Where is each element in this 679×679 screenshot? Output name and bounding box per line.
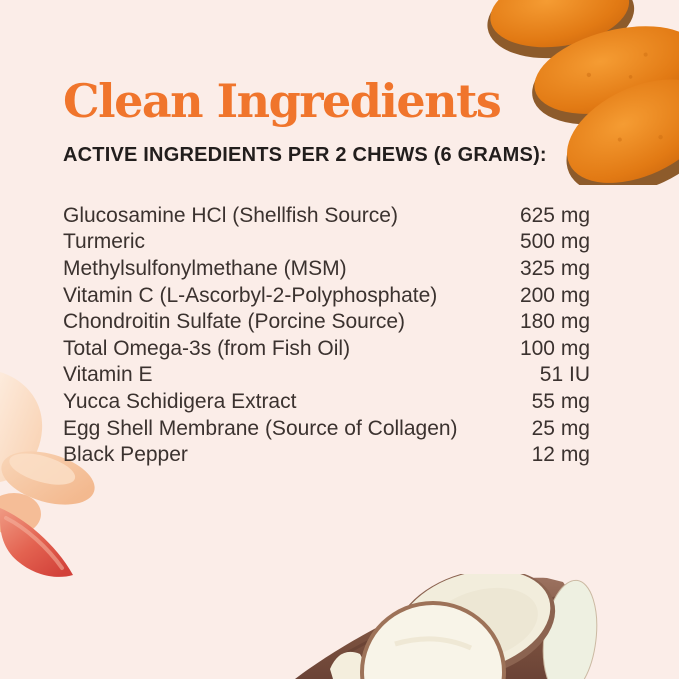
ingredient-amount: 325 mg [519, 257, 590, 280]
ingredient-amount: 25 mg [531, 416, 590, 440]
ingredient-amount: 200 mg [519, 283, 590, 307]
ingredient-row [63, 282, 590, 309]
ingredient-row [63, 309, 590, 336]
ingredient-amount: 625 mg [519, 203, 590, 227]
ingredient-row [63, 442, 590, 469]
ingredient-name: Vitamin E [63, 363, 153, 387]
ingredient-row [63, 229, 590, 256]
ingredient-name: Methylsulfonylmethane (MSM) [63, 257, 347, 280]
ingredient-name: Glucosamine HCl (Shellfish Source) [63, 203, 398, 227]
ingredient-name: Egg Shell Membrane (Source of Collagen) [63, 416, 458, 440]
ingredient-name: Black Pepper [63, 443, 188, 467]
ingredient-row [63, 335, 590, 362]
ingredient-amount: 12 mg [531, 443, 590, 467]
page-title: Clean Ingredients [63, 74, 501, 128]
ingredient-row [63, 256, 590, 283]
ingredient-name: Total Omega-3s (from Fish Oil) [63, 336, 351, 360]
ingredient-amount: 500 mg [519, 230, 590, 254]
ingredient-list [63, 203, 590, 469]
ingredient-name: Turmeric [63, 230, 146, 254]
ingredient-name: Yucca Schidigera Extract [63, 389, 297, 413]
subtitle: ACTIVE INGREDIENTS PER 2 CHEWS (6 GRAMS): [63, 143, 547, 166]
ingredient-amount: 51 IU [539, 363, 590, 387]
ingredient-name: Chondroitin Sulfate (Porcine Source) [63, 310, 406, 334]
ingredient-name: Vitamin C (L-Ascorbyl-2-Polyphosphate) [63, 283, 438, 307]
ingredient-amount: 55 mg [531, 389, 590, 413]
ingredient-amount: 180 mg [519, 310, 590, 334]
ingredient-row [63, 362, 590, 389]
ingredient-amount: 100 mg [519, 336, 590, 360]
ingredient-row [63, 415, 590, 442]
yucca-root-image [285, 574, 679, 679]
ingredient-row [63, 389, 590, 416]
content-panel [63, 0, 590, 468]
ingredient-row [63, 203, 590, 230]
